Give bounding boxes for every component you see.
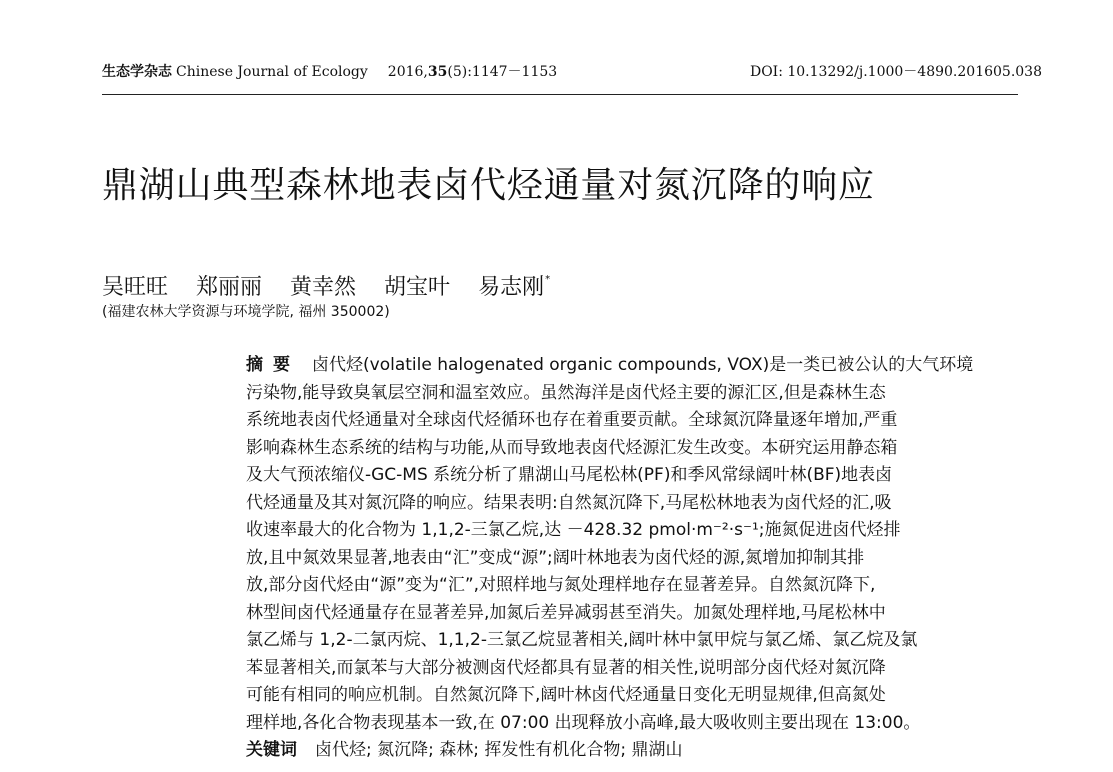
volume-number: 35	[427, 64, 448, 80]
abstract-label: 摘要	[246, 355, 300, 375]
author-name	[384, 275, 450, 300]
header-rule	[102, 94, 1018, 95]
corresponding-author-mark: *	[545, 274, 551, 285]
affiliation: (福建农林大学资源与环境学院, 福州 350002)	[102, 304, 390, 320]
abstract-line: 理样地,各化合物表现基本一致,在 07:00 出现释放小高峰,最大吸收则主要出现在 13:00。	[246, 712, 921, 733]
author-name-text: 黄幸然	[290, 275, 357, 300]
journal-citation	[102, 60, 557, 84]
author-name-text: 易志刚	[478, 275, 545, 300]
author-name	[102, 275, 168, 300]
journal-name-cn: 生态学杂志	[102, 64, 172, 80]
abstract-line: 收速率最大的化合物为 1,1,2-三氯乙烷,达 －428.32 pmol·m⁻²·s⁻¹;施氮促进卤代烃排	[246, 520, 901, 540]
author-name-text: 郑丽丽	[196, 275, 263, 300]
issue-pages: (5):1147－1153	[447, 64, 558, 80]
abstract	[246, 352, 1022, 737]
abstract-line: 放,且中氮效果显著,地表由“汇”变成“源”;阔叶林地表为卤代烃的源,氮增加抑制其排	[246, 547, 865, 568]
author-list	[102, 264, 550, 304]
abstract-line	[246, 352, 1022, 380]
running-header	[102, 60, 1042, 84]
abstract-line: 污染物,能导致臭氧层空洞和温室效应。虽然海洋是卤代烃主要的源汇区,但是森林生态	[246, 382, 886, 403]
doi: DOI: 10.13292/j.1000－4890.201605.038	[749, 64, 1042, 80]
keywords-text: 卤代烃; 氮沉降; 森林; 挥发性有机化合物; 鼎湖山	[315, 740, 683, 760]
abstract-line: 林型间卤代烃通量存在显著差异,加氮后差异减弱甚至消失。加氮处理样地,马尾松林中	[246, 602, 886, 623]
author-name-text: 吴旺旺	[102, 275, 169, 300]
keywords-label: 关键词	[246, 740, 297, 760]
abstract-line: 放,部分卤代烃由“源”变为“汇”,对照样地与氮处理样地存在显著差异。自然氮沉降下,	[246, 575, 876, 595]
abstract-line: 及大气预浓缩仪-GC-MS 系统分析了鼎湖山马尾松林(PF)和季风常绿阔叶林(BF)地表卤	[246, 465, 893, 485]
author-name	[196, 275, 262, 300]
publication-year: 2016,	[387, 64, 428, 80]
abstract-line-text: 卤代烃(volatile halogenated organic compounds, VOX)是一类已被公认的大气环境	[312, 355, 974, 375]
keywords	[246, 736, 683, 764]
author-name	[478, 275, 550, 300]
abstract-line: 代烃通量及其对氮沉降的响应。结果表明:自然氮沉降下,马尾松林地表为卤代烃的汇,吸	[246, 492, 892, 513]
journal-name-en: Chinese Journal of Ecology	[176, 64, 368, 80]
author-name-text: 胡宝叶	[384, 275, 451, 300]
abstract-line: 影响森林生态系统的结构与功能,从而导致地表卤代烃源汇发生改变。本研究运用静态箱	[246, 437, 898, 458]
abstract-line: 苯显著相关,而氯苯与大部分被测卤代烃都具有显著的相关性,说明部分卤代烃对氮沉降	[246, 657, 886, 678]
abstract-line: 可能有相同的响应机制。自然氮沉降下,阔叶林卤代烃通量日变化无明显规律,但高氮处	[246, 685, 886, 705]
abstract-line: 氯乙烯与 1,2-二氯丙烷、1,1,2-三氯乙烷显著相关,阔叶林中氯甲烷与氯乙烯、氯乙烷及氯	[246, 630, 918, 650]
article-title: 鼎湖山典型森林地表卤代烃通量对氮沉降的响应	[102, 165, 875, 206]
abstract-line: 系统地表卤代烃通量对全球卤代烃循环也存在着重要贡献。全球氮沉降量逐年增加,严重	[246, 410, 898, 430]
author-name	[290, 275, 356, 300]
